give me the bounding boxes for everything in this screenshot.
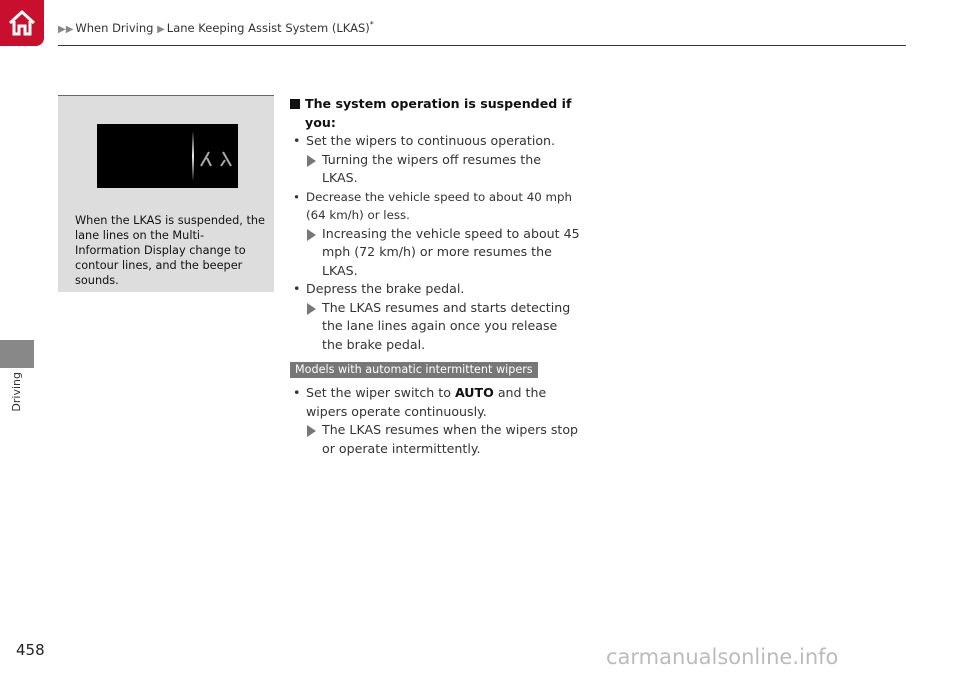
breadcrumb-arrow-icon: ▶▶ [58, 23, 74, 35]
arrow-icon [307, 425, 316, 437]
breadcrumb-link-lkas[interactable]: Lane Keeping Assist System (LKAS) [166, 20, 370, 35]
breadcrumb-arrow-icon: ▶ [157, 23, 165, 35]
page-number: 458 [16, 641, 45, 659]
arrow-icon [307, 229, 316, 241]
header-divider [58, 45, 906, 46]
note-divider [58, 95, 274, 96]
list-subitem: Turning the wipers off resumes the LKAS. [290, 151, 580, 188]
bullet-icon: • [293, 385, 301, 400]
home-button[interactable] [0, 0, 44, 46]
section-tab-marker [0, 340, 34, 368]
list-item: • Set the wiper switch to AUTO and the wipers operate continuously. [293, 385, 547, 419]
model-applicability-tag: Models with automatic intermittent wipers [290, 362, 538, 378]
list-item: • Decrease the vehicle speed to about 40 mph (64 km/h) or less. [293, 189, 572, 222]
list-subitem: The LKAS resumes when the wipers stop or operate intermittently. [290, 421, 580, 458]
watermark: carmanualsonline.info [606, 645, 839, 669]
breadcrumb-asterisk: * [369, 20, 374, 29]
bullet-icon: • [293, 133, 301, 148]
breadcrumb [58, 20, 374, 35]
list-item: • Depress the brake pedal. [290, 280, 580, 299]
multi-information-display-image [97, 124, 238, 188]
list-subitem: The LKAS resumes and starts detecting the lane lines again once you release the brake pedal. [290, 299, 580, 355]
home-icon [7, 9, 37, 37]
auto-keyword: AUTO [454, 385, 494, 400]
note-text: When the LKAS is suspended, the lane lines on the Multi-Information Display change to contour lines, and the beeper sounds. [75, 214, 265, 287]
contour-lane-line [192, 132, 194, 180]
bullet-icon: • [293, 189, 300, 204]
section-heading: The system operation is suspended if you: [290, 95, 580, 132]
list-item: • Set the wipers to continuous operation. [290, 132, 580, 151]
list-subitem: Increasing the vehicle speed to about 45 mph (72 km/h) or more resumes the LKAS. [290, 225, 580, 281]
heading-square-icon [290, 99, 300, 109]
breadcrumb-link-when-driving[interactable]: When Driving [75, 20, 154, 35]
section-label: Driving [10, 372, 23, 412]
lkas-lane-icon [197, 148, 237, 168]
arrow-icon [307, 155, 316, 167]
main-content [290, 95, 580, 458]
arrow-icon [307, 303, 316, 315]
bullet-icon: • [293, 281, 301, 296]
